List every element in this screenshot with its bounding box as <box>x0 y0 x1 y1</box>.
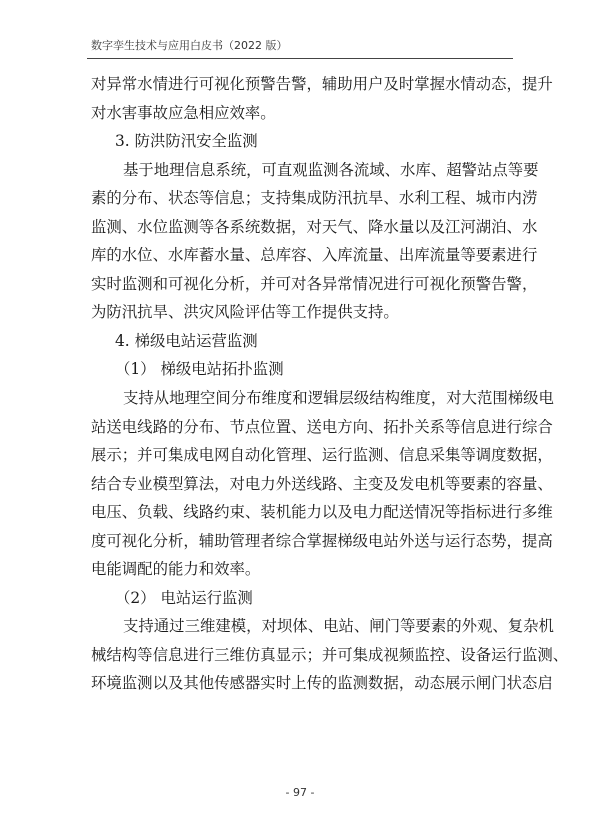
paragraph-line: 基于地理信息系统，可直观监测各流域、水库、超警站点等要 <box>123 160 539 179</box>
body-text <box>91 70 569 698</box>
paragraph-line: 支持从地理空间分布维度和逻辑层级结构维度，对大范围梯级电 <box>123 389 554 408</box>
paragraph-line: 实时监测和可视化分析，并可对各异常情况进行可视化预警告警， <box>91 274 538 293</box>
header-divider <box>87 58 513 59</box>
subsection-heading-2: （2） 电站运行监测 <box>115 588 253 607</box>
section-heading-4: 4. 梯级电站运营监测 <box>115 331 258 350</box>
paragraph-line: 展示；并可集成电网自动化管理、运行监测、信息采集等调度数据， <box>91 446 553 465</box>
paragraph-line: 为防汛抗旱、洪灾风险评估等工作提供支持。 <box>91 303 399 322</box>
paragraph-line: 械结构等信息进行三维仿真显示；并可集成视频监控、设备运行监测、 <box>91 645 569 664</box>
header-title: 数字孪生技术与应用白皮书（2022 版） <box>91 39 288 52</box>
page-header <box>91 38 511 58</box>
paragraph-line: 库的水位、水库蓄水量、总库容、入库流量、出库流量等要素进行 <box>91 246 538 265</box>
paragraph-line: 对异常水情进行可视化预警告警，辅助用户及时掌握水情动态，提升 <box>91 75 553 93</box>
paragraph-line: 监测、水位监测等各系统数据，对天气、降水量以及江河湖泊、水 <box>91 217 538 236</box>
paragraph-line: 对水害事故应急相应效率。 <box>91 103 276 122</box>
paragraph-line: 环境监测以及其他传感器实时上传的监测数据，动态展示闸门状态启 <box>91 674 553 693</box>
paragraph-line: 结合专业模型算法，对电力外送线路、主变及发电机等要素的容量、 <box>91 474 553 493</box>
paragraph-line: 支持通过三维建模，对坝体、电站、闸门等要素的外观、复杂机 <box>123 617 554 636</box>
paragraph-line: 度可视化分析，辅助管理者综合掌握梯级电站外送与运行态势，提高 <box>91 531 553 550</box>
paragraph-line: 站送电线路的分布、节点位置、送电方向、拓扑关系等信息进行综合 <box>91 417 553 436</box>
section-heading-3: 3. 防洪防汛安全监测 <box>115 132 258 151</box>
page-number: - 97 - <box>285 786 315 799</box>
paragraph-line: 电能调配的能力和效率。 <box>91 560 261 579</box>
paragraph-line: 素的分布、状态等信息；支持集成防汛抗旱、水利工程、城市内涝 <box>91 189 538 208</box>
subsection-heading-1: （1） 梯级电站拓扑监测 <box>115 360 284 379</box>
paragraph-line: 电压、负载、线路约束、装机能力以及电力配送情况等指标进行多维 <box>91 503 553 522</box>
